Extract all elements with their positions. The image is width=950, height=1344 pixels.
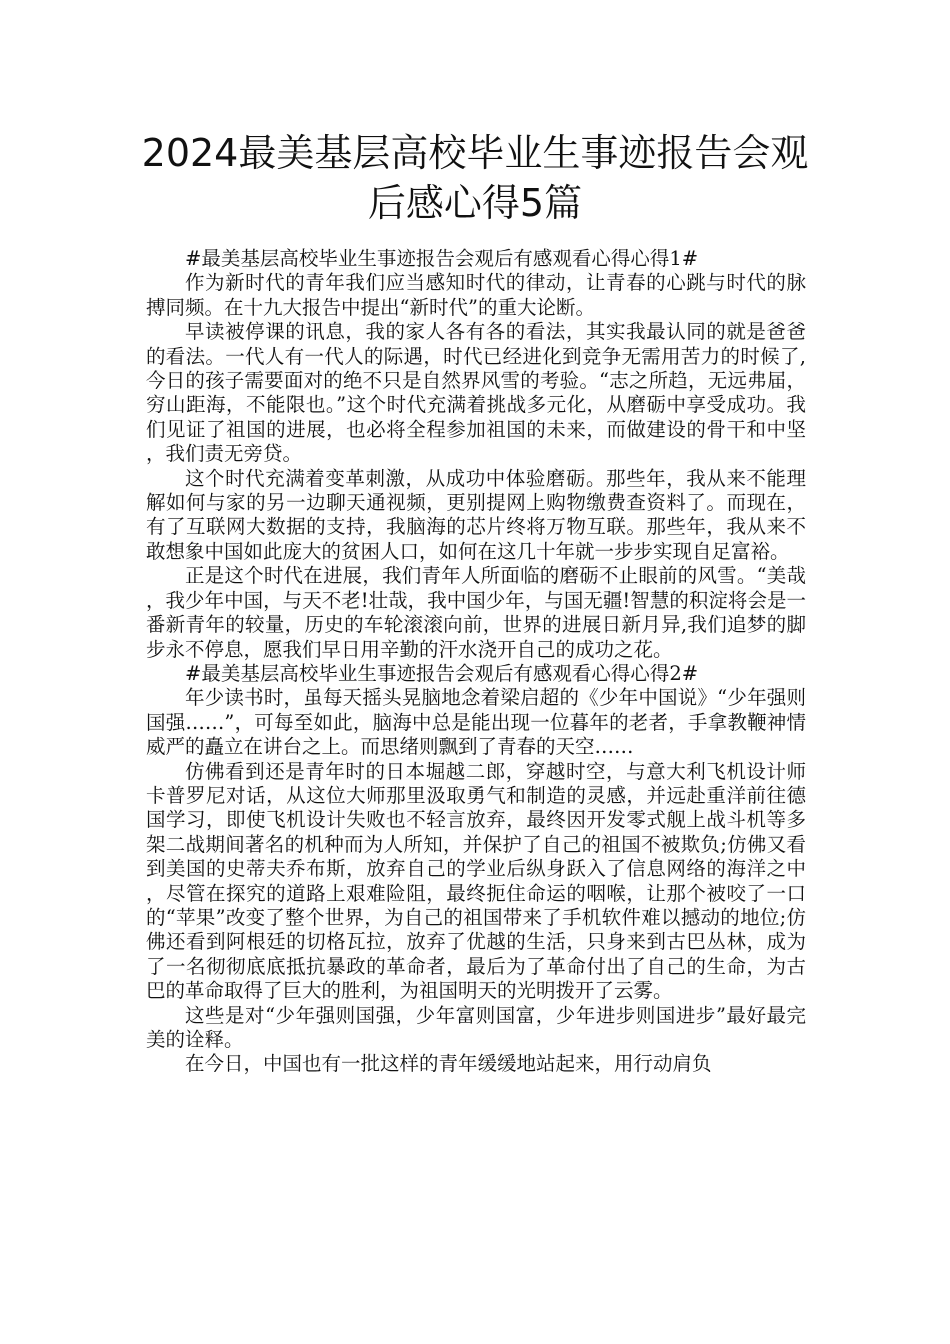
section-heading-2: #最美基层高校毕业生事迹报告会观后有感观看心得心得2# (185, 661, 699, 685)
paragraph: 在今日，中国也有一批这样的青年缓缓地站起来，用行动肩负 (185, 1052, 712, 1076)
article-body (146, 247, 806, 1077)
paragraph: 早读被停课的讯息，我的家人各有各的看法，其实我最认同的就是爸爸的看法。一代人有一代人的际遇，时代已经进化到竞争无需用苦力的时候了,今日的孩子需要面对的绝不只是自然界风雪的考验。“志之所趋，无远弗届，穷山距海，不能限也。”这个时代充满着挑战多元化，从磨砺中享受成功。我们见证了祖国的进展，也必将全程参加祖国的未来，而做建设的骨干和中坚，我们责无旁贷。 (146, 320, 806, 466)
paragraph: 仿佛看到还是青年时的日本堀越二郎，穿越时空，与意大利飞机设计师卡普罗尼对话，从这位大师那里汲取勇气和制造的灵感，并远赴重洋前往德国学习，即使飞机设计失败也不轻言放弃，最终因开发零式舰上战斗机等多架二战期间著名的机种而为人所知，并保护了自己的祖国不被欺负;仿佛又看到美国的史蒂夫乔布斯，放弃自己的学业后纵身跃入了信息网络的海洋之中，尽管在探究的道路上艰难险阻，最终扼住命运的咽喉，让那个被咬了一口的“苹果”改变了整个世界，为自己的祖国带来了手机软件难以撼动的地位;仿佛还看到阿根廷的切格瓦拉，放弃了优越的生活，只身来到古巴丛林，成为了一名彻彻底底抵抗暴政的革命者，最后为了革命付出了自己的生命，为古巴的革命取得了巨大的胜利，为祖国明天的光明拨开了云雾。 (146, 759, 806, 1003)
section-heading-1: #最美基层高校毕业生事迹报告会观后有感观看心得心得1# (185, 247, 699, 270)
paragraph: 作为新时代的青年我们应当感知时代的律动，让青春的心跳与时代的脉搏同频。在十九大报告中提出“新时代”的重大论断。 (146, 271, 806, 319)
paragraph: 这些是对“少年强则国强，少年富则国富，少年进步则国进步”最好最完美的诠释。 (146, 1003, 806, 1051)
title-line-1: 2024最美基层高校毕业生事迹报告会观 (141, 131, 809, 175)
document-title (120, 128, 830, 228)
paragraph: 正是这个时代在进展，我们青年人所面临的磨砺不止眼前的风雪。“美哉，我少年中国，与天不老!壮哉，我中国少年，与国无疆!智慧的积淀将会是一番新青年的较量，历史的车轮滚滚向前，世界的进展日新月异,我们追梦的脚步永不停息，愿我们早日用辛勤的汗水浇开自己的成功之花。 (146, 564, 806, 661)
title-line-2: 后感心得5篇 (367, 181, 583, 225)
paragraph: 年少读书时，虽每天摇头晃脑地念着梁启超的《少年中国说》“少年强则国强……”，可每至如此，脑海中总是能出现一位暮年的老者，手拿教鞭神情威严的矗立在讲台之上。而思绪则飘到了青春的天空…… (146, 686, 806, 759)
paragraph: 这个时代充满着变革刺激，从成功中体验磨砺。那些年，我从来不能理解如何与家的另一边聊天通视频，更别提网上购物缴费查资料了。而现在，有了互联网大数据的支持，我脑海的芯片终将万物互联。那些年，我从来不敢想象中国如此庞大的贫困人口，如何在这几十年就一步步实现自足富裕。 (146, 466, 806, 563)
